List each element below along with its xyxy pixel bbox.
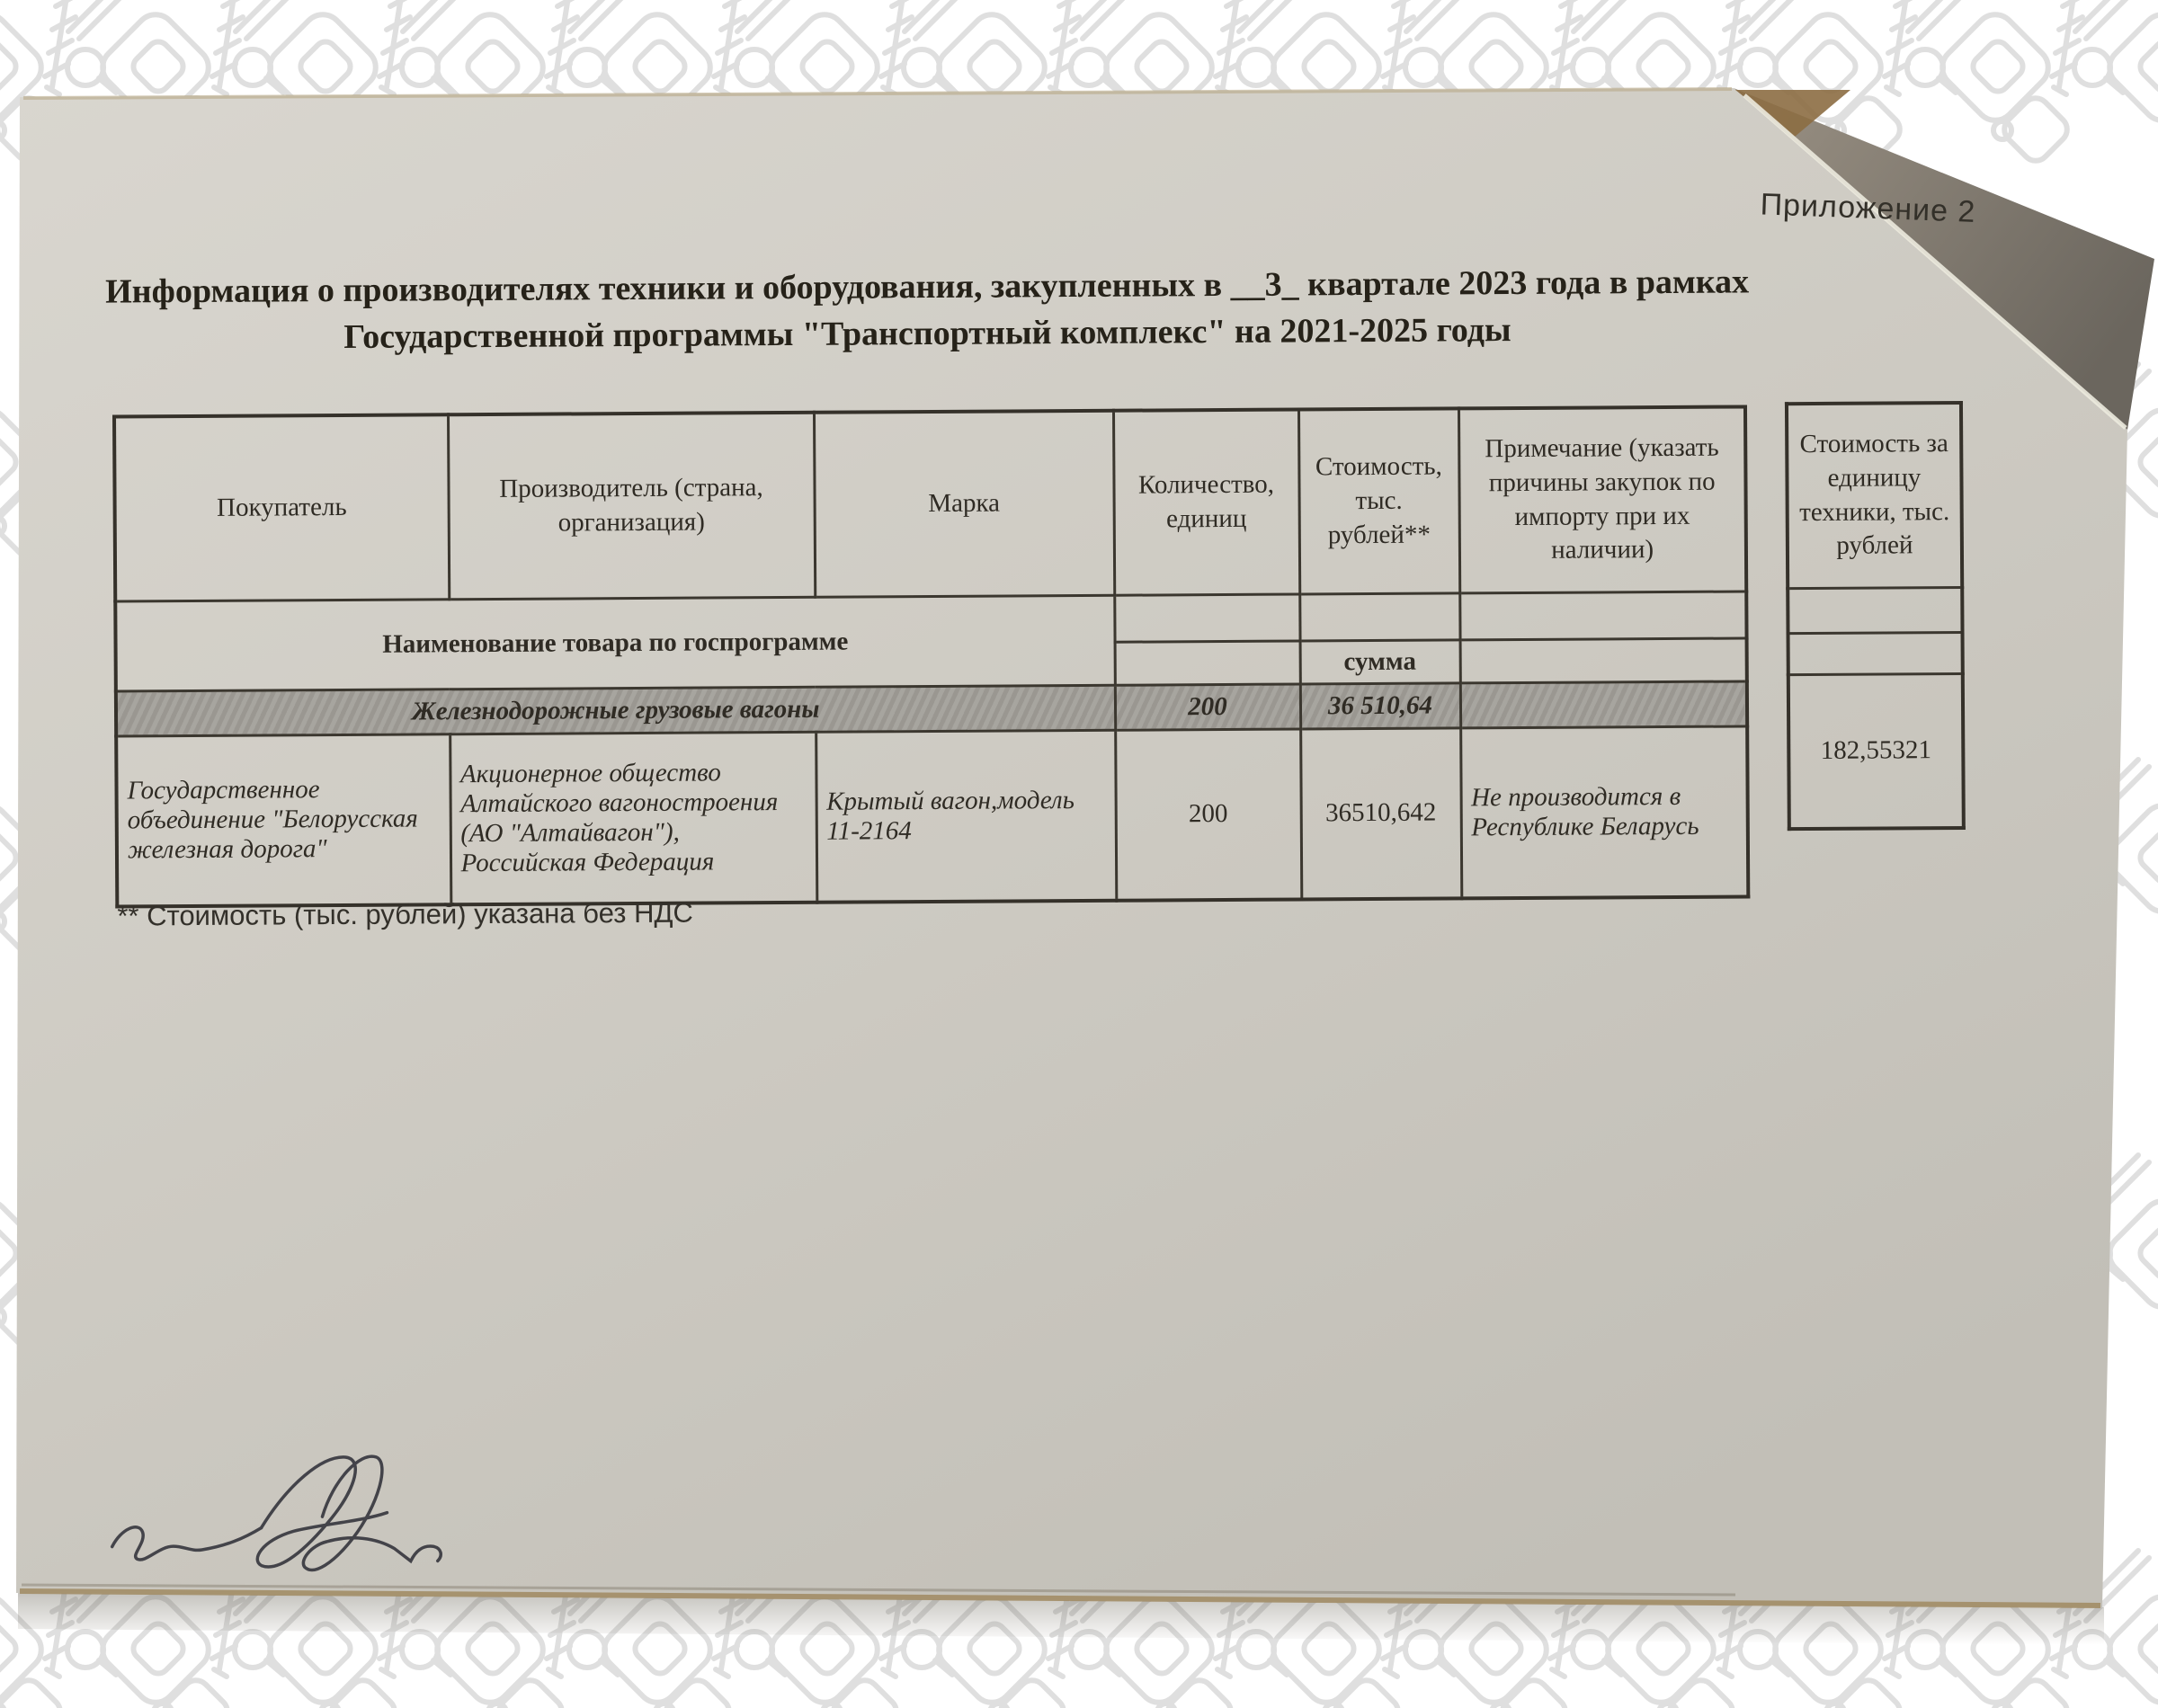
empty-cell <box>1299 592 1459 640</box>
category-quantity-cell: 200 <box>1115 683 1300 729</box>
col-header-quantity: Количество, единиц <box>1113 410 1299 595</box>
appendix-label: Приложение 2 <box>1760 187 1977 229</box>
data-row <box>116 725 1748 906</box>
document-title-line2: Государственной программы "Транспортный комплекс" на 2021-2025 годы <box>343 311 1511 356</box>
model-cell: Крытый вагон,модель 11-2164 <box>816 730 1116 903</box>
procurement-table <box>112 405 1750 908</box>
unit-cost-empty-row <box>1788 632 1963 674</box>
note-cell: Не производится в Республике Беларусь <box>1460 725 1748 898</box>
unit-cost-value-cell: 182,55321 <box>1788 673 1964 829</box>
table-header-row <box>114 406 1746 600</box>
buyer-cell: Государственное объединение "Белорусская железная дорога" <box>116 734 450 906</box>
sum-label-cell: сумма <box>1300 639 1460 683</box>
empty-cell <box>1460 637 1747 682</box>
category-cost-cell: 36 510,64 <box>1300 682 1460 728</box>
empty-cell <box>1115 640 1300 684</box>
col-header-buyer: Покупатель <box>114 414 449 600</box>
group-label-cell: Наименование товара по госпрограмме <box>115 595 1115 691</box>
empty-cell <box>1459 591 1746 639</box>
quantity-cell: 200 <box>1115 728 1301 900</box>
document-title-line1: Информация о производителях техники и оборудования, закупленных в __3_ квартале 2023 года в рамках <box>105 262 1750 311</box>
empty-cell <box>1788 587 1962 633</box>
document-title <box>103 258 1752 361</box>
col-header-model: Марка <box>814 411 1114 597</box>
unit-cost-column <box>1785 401 1966 831</box>
unit-cost-header-row <box>1787 403 1962 588</box>
unit-cost-empty-row <box>1788 587 1962 633</box>
empty-cell <box>1788 632 1963 674</box>
cost-cell: 36510,642 <box>1300 727 1461 899</box>
col-header-manufacturer: Производитель (страна, организация) <box>448 413 815 599</box>
category-note-cell <box>1460 681 1747 727</box>
unit-cost-header-cell: Стоимость за единицу техники, тыс. рублей <box>1787 403 1962 588</box>
empty-cell <box>1114 593 1299 641</box>
col-header-cost: Стоимость, тыс. рублей** <box>1298 408 1459 593</box>
col-header-note: Примечание (указать причины закупок по импорту при их наличии) <box>1458 406 1746 592</box>
vat-footnote: ** Стоимость (тыс. рублей) указана без НДС <box>117 896 693 932</box>
manufacturer-cell: Акционерное общество Алтайского вагоностроения (АО "Алтайвагон"), Российская Федерация <box>450 732 816 904</box>
unit-cost-value-row <box>1788 673 1964 829</box>
category-name-cell: Железнодорожные грузовые вагоны <box>116 685 1115 736</box>
handwritten-signature <box>90 1429 477 1612</box>
